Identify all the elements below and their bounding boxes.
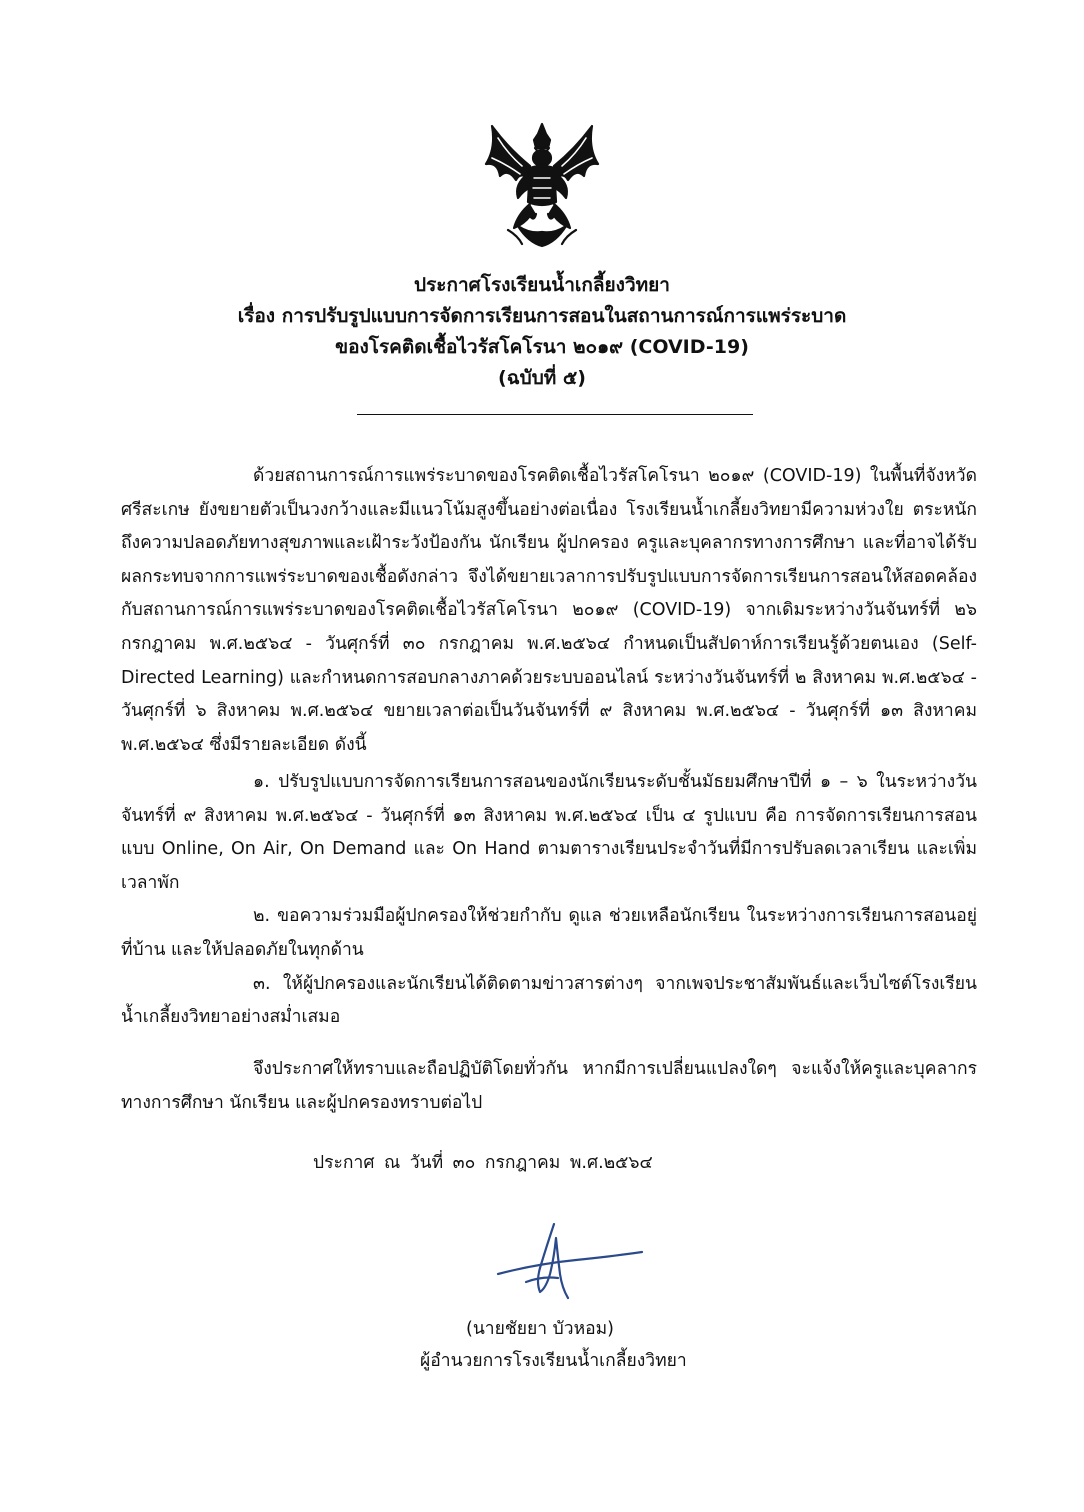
announcement-title: [0, 270, 1084, 394]
handwritten-signature: [496, 1218, 648, 1308]
title-line-3: ของโรคติดเชื้อไวรัสโคโรนา ๒๐๑๙ (COVID-19): [335, 336, 749, 358]
garuda-emblem-icon: [478, 118, 606, 252]
announcement-date: ประกาศ ณ วันที่ ๓๐ กรกฎาคม พ.ศ.๒๕๖๔: [313, 1153, 653, 1173]
signer-position: ผู้อำนวยการโรงเรียนน้ำเกลี้ยงวิทยา: [420, 1351, 687, 1371]
title-divider: [357, 414, 753, 415]
signer-name: (นายชัยยา บัวหอม): [466, 1319, 614, 1339]
list-item: ๓. ให้ผู้ปกครองและนักเรียนได้ติดตามข่าวสารต่างๆ จากเพจประชาสัมพันธ์และเว็บไซต์โรงเรียนน้ำเกลี้ยงวิทยาอย่างสม่ำเสมอ: [121, 973, 977, 1028]
list-item: ๑. ปรับรูปแบบการจัดการเรียนการสอนของนักเรียนระดับชั้นมัธยมศึกษาปีที่ ๑ – ๖ ในระหว่างวันจันทร์ที่ ๙ สิงหาคม พ.ศ.๒๕๖๔ - วันศุกร์ที่ ๑๓ สิงหาคม พ.ศ.๒๕๖๔ เป็น ๔ รูปแบบ คือ การจัดการเรียนการสอนแบบ Online, On Air, On Demand และ On Hand ตามตารางเรียนประจำวันที่มีการปรับลดเวลาเรียน และเพิ่มเวลาพัก: [121, 772, 977, 893]
title-line-4: (ฉบับที่ ๕): [498, 367, 586, 389]
numbered-items: [121, 766, 977, 1035]
closing-paragraph: จึงประกาศให้ทราบและถือปฏิบัติโดยทั่วกัน หากมีการเปลี่ยนแปลงใดๆ จะแจ้งให้ครูและบุคลากรทางการศึกษา นักเรียน และผู้ปกครองทราบต่อไป: [121, 1059, 977, 1113]
intro-paragraph-block: [121, 460, 977, 762]
title-line-2: เรื่อง การปรับรูปแบบการจัดการเรียนการสอนในสถานการณ์การแพร่ระบาด: [237, 305, 847, 327]
list-item: ๒. ขอความร่วมมือผู้ปกครองให้ช่วยกำกับ ดูแล ช่วยเหลือนักเรียน ในระหว่างการเรียนการสอนอยู่ที่บ้าน และให้ปลอดภัยในทุกด้าน: [121, 906, 977, 960]
title-line-1: ประกาศโรงเรียนน้ำเกลี้ยงวิทยา: [414, 274, 670, 296]
intro-paragraph: ด้วยสถานการณ์การแพร่ระบาดของโรคติดเชื้อไวรัสโคโรนา ๒๐๑๙ (COVID-19) ในพื้นที่จังหวัดศรีสะเกษ ยังขยายตัวเป็นวงกว้างและมีแนวโน้มสูงขึ้นอย่างต่อเนื่อง โรงเรียนน้ำเกลี้ยงวิทยามีความห่วงใย ตระหนักถึงความปลอดภัยทางสุขภาพและเฝ้าระวังป้องกัน นักเรียน ผู้ปกครอง ครูและบุคลากรทางการศึกษา และที่อาจได้รับผลกระทบจากการแพร่ระบาดของเชื้อดังกล่าว จึงได้ขยายเวลาการปรับรูปแบบการจัดการเรียนการสอนให้สอดคล้องกับสถานการณ์การแพร่ระบาดของโรคติดเชื้อไวรัสโคโรนา ๒๐๑๙ (COVID-19) จากเดิมระหว่างวันจันทร์ที่ ๒๖ กรกฎาคม พ.ศ.๒๕๖๔ - วันศุกร์ที่ ๓๐ กรกฎาคม พ.ศ.๒๕๖๔ กำหนดเป็นสัปดาห์การเรียนรู้ด้วยตนเอง (Self-Directed Learning) และกำหนดการสอบกลางภาคด้วยระบบออนไลน์ ระหว่างวันจันทร์ที่ ๒ สิงหาคม พ.ศ.๒๕๖๔ - วันศุกร์ที่ ๖ สิงหาคม พ.ศ.๒๕๖๔ ขยายเวลาต่อเป็นวันจันทร์ที่ ๙ สิงหาคม พ.ศ.๒๕๖๔ - วันศุกร์ที่ ๑๓ สิงหาคม พ.ศ.๒๕๖๔ ซึ่งมีรายละเอียด ดังนี้: [121, 466, 977, 755]
closing-paragraph-block: [121, 1053, 977, 1120]
